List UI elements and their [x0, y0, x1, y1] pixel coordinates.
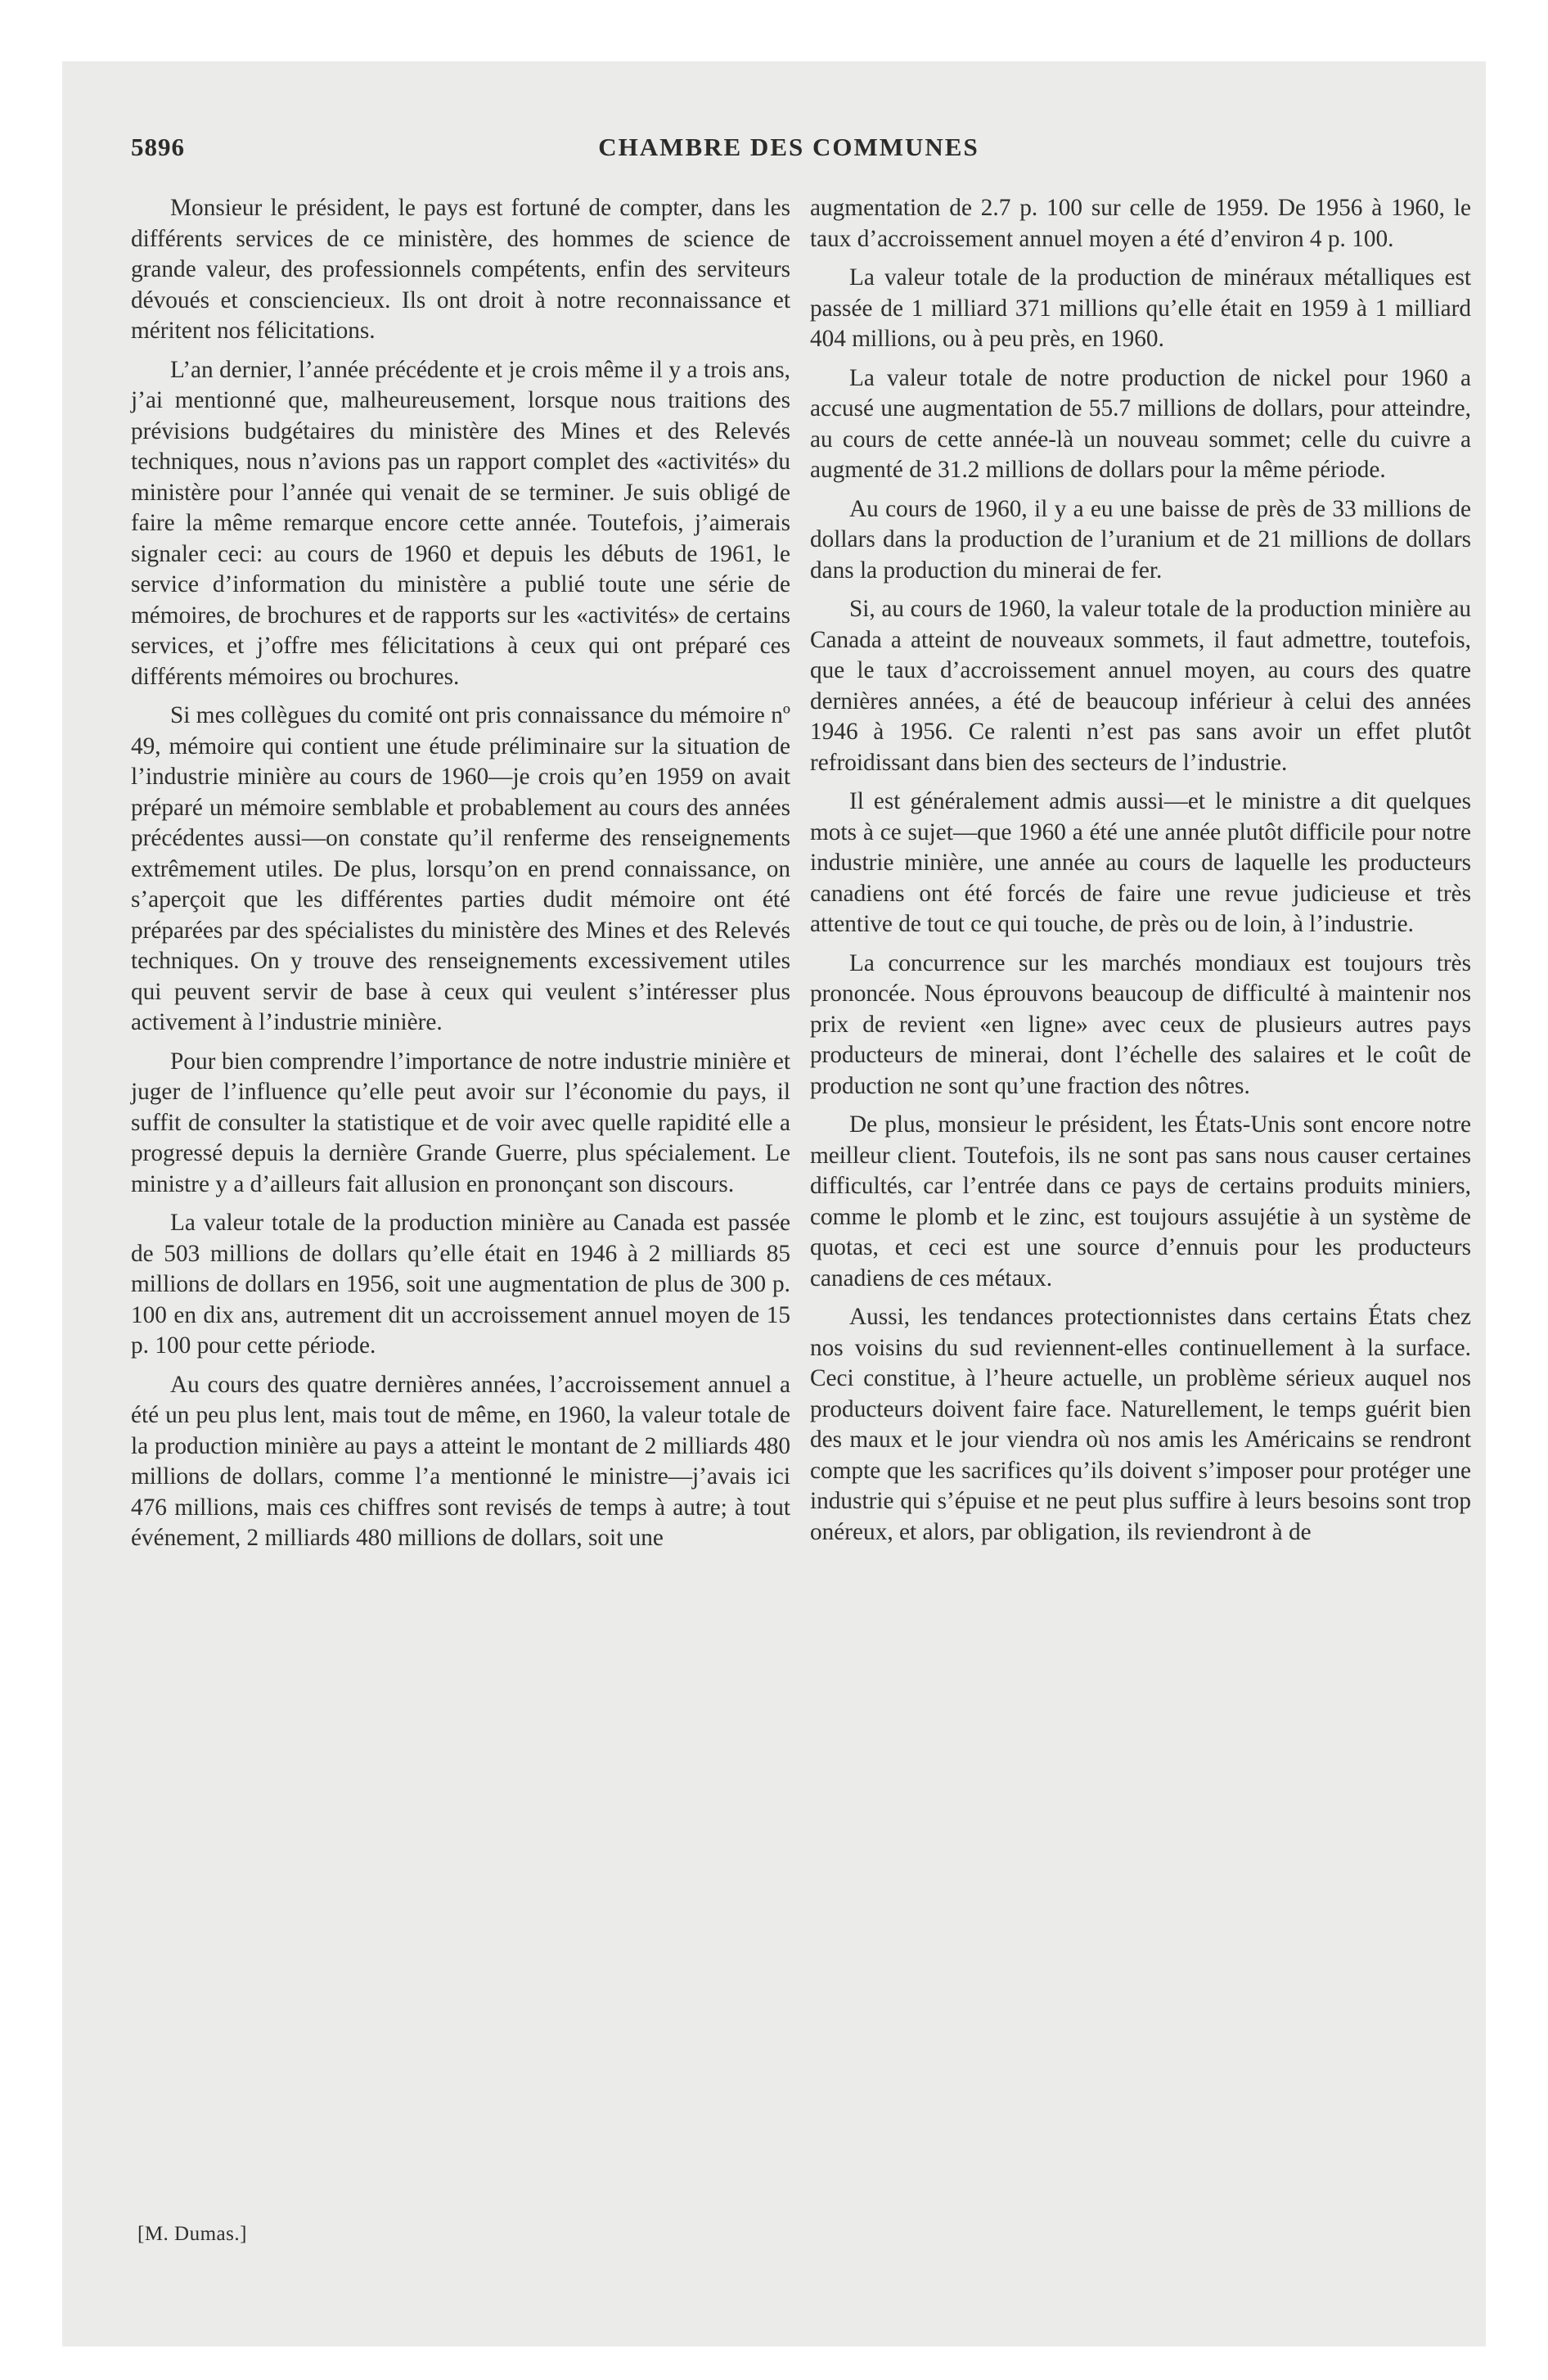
paragraph: Si mes collègues du comité ont pris connaissance du mémoire nº 49, mémoire qui contient une étude préliminaire sur la situation de l’industrie minière au cours de 1960—je crois qu’en 1959 on avait préparé un mémoire semblable et probablement au cours des années précédentes aussi—on constate qu’il renferme des renseignements extrêmement utiles. De plus, lorsqu’on en prend connaissance, on s’aperçoit que les différentes parties dudit mémoire ont été préparées par des spécialistes du ministère des Mines et des Relevés techniques. On y trouve des renseignements excessivement utiles qui peuvent servir de base à ceux qui veulent s’intéresser plus activement à l’industrie minière. [131, 702, 790, 1035]
paragraph: Au cours des quatre dernières années, l’accroissement annuel a été un peu plus lent, mais tout de même, en 1960, la valeur totale de la production minière au pays a atteint le montant de 2 milliards 480 millions de dollars, comme l’a mentionné le ministre—j’avais ici 476 millions, mais ces chiffres sont revisés de temps à autre; à tout événement, 2 milliards 480 millions de dollars, soit une [131, 1371, 790, 1551]
running-head-title: CHAMBRE DES COMMUNES [598, 133, 979, 161]
paragraph: La valeur totale de notre production de nickel pour 1960 a accusé une augmentation de 55.7 millions de dollars, pour atteindre, au cours de cette année-là un nouveau sommet; celle du cuivre a augmenté de 31.2 millions de dollars pour la même période. [810, 364, 1471, 483]
paragraph: De plus, monsieur le président, les États-Unis sont encore notre meilleur client. Toutefois, ils ne sont pas sans nous causer certaines difficultés, car l’entrée dans ce pays de certains produits miniers, comme le plomb et le zinc, est toujours assujétie à un système de quotas, et ceci est une source d’ennuis pour les producteurs canadiens de ces métaux. [810, 1111, 1471, 1291]
left-column [131, 193, 790, 1562]
page-number: 5896 [131, 133, 185, 161]
paragraph: Au cours de 1960, il y a eu une baisse de près de 33 millions de dollars dans la production de l’uranium et de 21 millions de dollars dans la production du minerai de fer. [810, 495, 1471, 584]
paragraph: Monsieur le président, le pays est fortuné de compter, dans les différents services de ce ministère, des hommes de science de grande valeur, des professionnels compétents, enfin des serviteurs dévoués et consciencieux. Ils ont droit à notre reconnaissance et méritent nos félicitations. [131, 195, 790, 344]
speaker-attribution: [M. Dumas.] [137, 2223, 247, 2245]
paragraph: Pour bien comprendre l’importance de notre industrie minière et juger de l’influence qu’elle peut avoir sur l’économie du pays, il suffit de consulter la statistique et de voir avec quelle rapidité elle a progressé depuis la dernière Grande Guerre, plus spécialement. Le ministre y a d’ailleurs fait allusion en prononçant son discours. [131, 1048, 790, 1197]
right-column [810, 193, 1471, 1556]
page-header [131, 133, 1447, 174]
paragraph: augmentation de 2.7 p. 100 sur celle de 1959. De 1956 à 1960, le taux d’accroissement annuel moyen a été d’environ 4 p. 100. [810, 195, 1471, 252]
paragraph: La valeur totale de la production minière au Canada est passée de 503 millions de dollars qu’elle était en 1946 à 2 milliards 85 millions de dollars en 1956, soit une augmentation de plus de 300 p. 100 en dix ans, autrement dit un accroissement annuel moyen de 15 p. 100 pour cette période. [131, 1210, 790, 1359]
paragraph: L’an dernier, l’année précédente et je crois même il y a trois ans, j’ai mentionné que, malheureusement, lorsque nous traitions des prévisions budgétaires du ministère des Mines et des Relevés techniques, nous n’avions pas un rapport complet des «activités» du ministère pour l’année qui venait de se terminer. Je suis obligé de faire la même remarque encore cette année. Toutefois, j’aimerais signaler ceci: au cours de 1960 et depuis les débuts de 1961, le service d’information du ministère a publié toute une série de mémoires, de brochures et de rapports sur les «activités» de certains services, et j’offre mes félicitations à ceux qui ont préparé ces différents mémoires ou brochures. [131, 356, 790, 690]
paragraph: La valeur totale de la production de minéraux métalliques est passée de 1 milliard 371 millions qu’elle était en 1959 à 1 milliard 404 millions, ou à peu près, en 1960. [810, 264, 1471, 352]
paragraph: La concurrence sur les marchés mondiaux est toujours très prononcée. Nous éprouvons beaucoup de difficulté à maintenir nos prix de revient «en ligne» avec ceux de plusieurs autres pays producteurs de minerai, dont l’échelle des salaires et le coût de production ne sont qu’une fraction des nôtres. [810, 949, 1471, 1099]
paragraph: Il est généralement admis aussi—et le ministre a dit quelques mots à ce sujet—que 1960 a été une année plutôt difficile pour notre industrie minière, une année au cours de laquelle les producteurs canadiens ont été forcés de faire une revue judicieuse et très attentive de tout ce qui touche, de près ou de loin, à l’industrie. [810, 788, 1471, 937]
paragraph: Si, au cours de 1960, la valeur totale de la production minière au Canada a atteint de nouveaux sommets, il faut admettre, toutefois, que le taux d’accroissement annuel moyen, au cours des quatre dernières années, a été de beaucoup inférieur à celui des années 1946 à 1956. Ce ralenti n’est pas sans avoir un effet plutôt refroidissant dans bien des secteurs de l’industrie. [810, 596, 1471, 776]
paragraph: Aussi, les tendances protectionnistes dans certains États chez nos voisins du sud reviennent-elles continuellement à la surface. Ceci constitue, à l’heure actuelle, un problème sérieux auquel nos producteurs doivent faire face. Naturellement, le temps guérit bien des maux et le jour viendra où nos amis les Américains se rendront compte que les sacrifices qu’ils doivent s’imposer pour protéger une industrie qui s’épuise et ne peut plus suffire à leurs besoins sont trop onéreux, et alors, par obligation, ils reviendront à de [810, 1304, 1471, 1545]
